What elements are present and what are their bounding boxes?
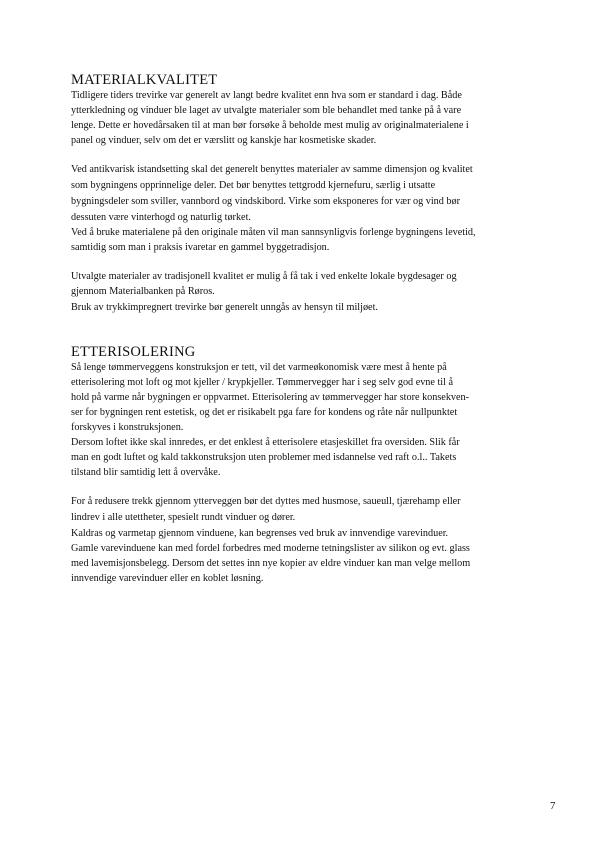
body-text-line: lenge. Dette er hovedårsaken til at man bør forsøke å beholde mest mulig av originalmaterialene i	[71, 120, 469, 131]
body-text-line: Gamle varevinduene kan med fordel forbedres med moderne tetningslister av silikon og evt. glass	[71, 543, 470, 554]
body-text-line: Kaldras og varmetap gjennom vinduene, kan begrenses ved bruk av innvendige varevinduer.	[71, 528, 449, 539]
body-text-line: ytterkledning og vinduer ble laget av utvalgte materialer som ble behandlet med tanke på å vare	[71, 105, 462, 116]
section-heading-etterisolering: ETTERISOLERING	[71, 344, 196, 360]
body-text-line: forskyves i konstruksjonen.	[71, 422, 184, 433]
body-text-line: dessuten være vinterhogd og naturlig tørket.	[71, 212, 251, 223]
body-text-line: bygningsdeler som sviller, vannbord og vindskibord. Virke som eksponeres for vær og vind bør	[71, 196, 460, 207]
body-text-line: tilstand blir samtidig lett å overvåke.	[71, 467, 221, 478]
body-text-line: som bygningens opprinnelige deler. Det bør benyttes tettgrodd kjernefuru, særlig i utsatte	[71, 180, 436, 191]
body-text-line: hold på varme når bygningen er oppvarmet. Etterisolering av tømmervegger har store konsekven-	[71, 392, 470, 403]
body-text-line: panel og vinduer, selv om det er værslitt og kanskje har kosmetiske skader.	[71, 135, 377, 146]
body-text-line: Så lenge tømmerveggens konstruksjon er tett, vil det varmeøkonomisk være mest å hente på	[71, 362, 447, 373]
body-text-line: man en godt luftet og kald takkonstruksjon uten problemer med isdannelse ved raft o.l.. Takets	[71, 452, 457, 463]
body-text-line: etterisolering mot loft og mot kjeller / krypkjeller. Tømmervegger har i seg selv god evne til å	[71, 377, 454, 388]
body-text-line: Dersom loftet ikke skal innredes, er det enklest å etterisolere etasjeskillet fra oversiden. Slik får	[71, 437, 460, 448]
body-text-line: Bruk av trykkimpregnert trevirke bør generelt unngås av hensyn til miljøet.	[71, 302, 378, 313]
body-text-line: med lavemisjonsbelegg. Dersom det settes inn nye kopier av eldre vinduer kan man velge mellom	[71, 558, 471, 569]
body-text-line: ser for bygningen rent estetisk, og det er risikabelt pga fare for kondens og råte når nullpunktet	[71, 407, 458, 418]
page-number: 7	[550, 800, 556, 812]
body-text-line: Tidligere tiders trevirke var generelt av langt bedre kvalitet enn hva som er standard i dag. Både	[71, 90, 462, 101]
body-text-line: gjennom Materialbanken på Røros.	[71, 286, 215, 297]
body-text-line: samtidig som man i praksis ivaretar en gammel byggetradisjon.	[71, 242, 330, 253]
body-text-line: Ved å bruke materialene på den originale måten vil man sannsynligvis forlenge bygningens levetid,	[71, 227, 476, 238]
body-text-line: innvendige varevinduer eller en koblet løsning.	[71, 573, 264, 584]
body-text-line: Ved antikvarisk istandsetting skal det generelt benyttes materialer av samme dimensjon og kvalitet	[71, 164, 473, 175]
body-text-line: Utvalgte materialer av tradisjonell kvalitet er mulig å få tak i ved enkelte lokale bygdesager og	[71, 271, 457, 282]
body-text-line: lindrev i alle utettheter, spesielt rundt vinduer og dører.	[71, 512, 296, 523]
body-text-line: For å redusere trekk gjennom ytterveggen bør det dyttes med husmose, saueull, tjærehamp eller	[71, 496, 461, 507]
section-heading-materialkvalitet: MATERIALKVALITET	[71, 72, 218, 88]
